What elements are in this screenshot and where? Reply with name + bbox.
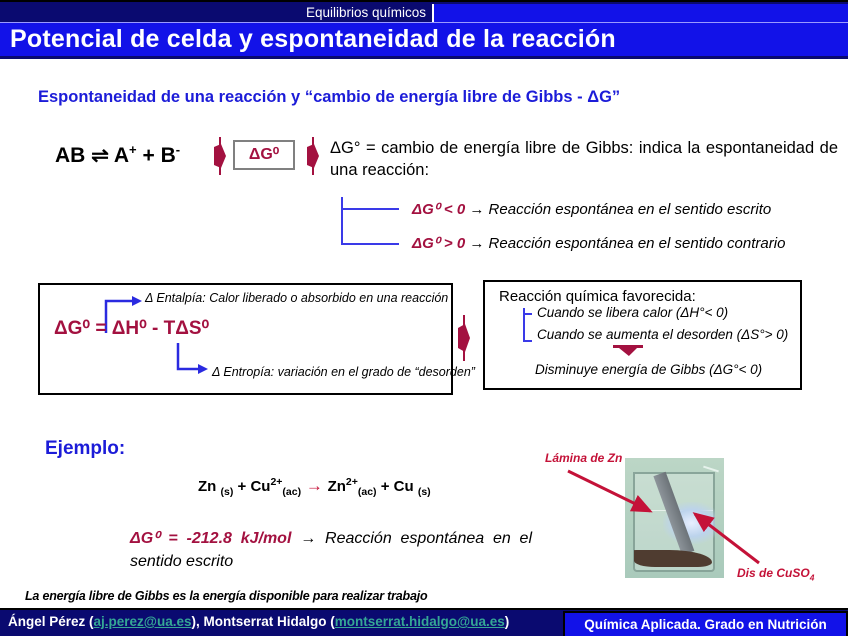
species-cu2: + Cu (233, 478, 271, 495)
delta-g-value: ΔG⁰ = -212.8 kJ/mol (130, 530, 292, 547)
favored-conclusion: Disminuye energía de Gibbs (ΔG°< 0) (535, 362, 763, 377)
cuso4-arrow-icon (695, 514, 759, 563)
top-bar-accent (432, 4, 848, 22)
cuso4-label (737, 566, 814, 582)
email-link-aj-perez[interactable]: aj.perez@ua.es (93, 614, 192, 629)
charge-label: 2+ (345, 476, 358, 488)
arrow-icon: → (465, 235, 489, 252)
section-kicker: Equilibrios químicos (305, 5, 426, 20)
gibbs-formula-box (38, 283, 475, 395)
top-bar (0, 0, 848, 22)
flag-marker-icon (456, 315, 472, 361)
charge-label: 2+ (270, 476, 283, 488)
zn-arrow-icon (568, 471, 650, 511)
phase-label: (s) (417, 486, 431, 498)
case-result: Reacción espontánea en el sentido contrario (488, 235, 786, 252)
page-title: Potencial de celda y espontaneidad de la reacción (10, 25, 616, 53)
case-condition: ΔG⁰ < 0 (412, 201, 466, 218)
species-a-charge: + (129, 142, 137, 157)
species-b: + B (136, 144, 176, 167)
subtitle: Espontaneidad de una reacción y “cambio de energía libre de Gibbs - ΔG” (38, 88, 621, 106)
zn-label: Lámina de Zn (545, 451, 623, 465)
favored-bracket-branch (523, 313, 532, 315)
result-text: Reacción espontánea en el sentido escrito (130, 530, 533, 571)
species-cu: + Cu (376, 478, 418, 495)
arrow-icon: → (465, 201, 489, 218)
example-result (130, 527, 532, 573)
arrow-icon: → (291, 530, 326, 547)
authors-line (8, 614, 509, 629)
author-text: ), Montserrat Hidalgo ( (191, 614, 335, 629)
favored-reaction-box (483, 280, 802, 390)
equation-lhs: AB (55, 144, 86, 167)
implies-down-arrow-icon (613, 345, 643, 357)
favored-bracket-branch (523, 340, 532, 342)
case-bracket-line (341, 197, 343, 245)
example-equation (198, 476, 431, 498)
entropy-arrow-icon (170, 343, 214, 375)
enthalpy-note: Δ Entalpía: Calor liberado o absorbido en una reacción (145, 291, 449, 305)
cuso4-subscript: 4 (809, 572, 815, 583)
delta-g-box: ΔG⁰ (233, 140, 295, 170)
equilibrium-equation (55, 142, 180, 168)
case-negative (412, 200, 771, 218)
footnote: La energía libre de Gibbs es la energía disponible para realizar trabajo (25, 589, 428, 603)
case-bracket-branch (341, 243, 399, 245)
favored-item: Cuando se libera calor (ΔH°< 0) (537, 305, 729, 320)
author-text: ) (504, 614, 510, 629)
gibbs-definition: ΔG° = cambio de energía libre de Gibbs: indica la espontaneidad de una reacción: (330, 139, 838, 180)
case-bracket-branch (341, 208, 399, 210)
species-a: A (113, 144, 130, 167)
species-zn2: Zn (327, 478, 346, 495)
entropy-note: Δ Entropía: variación en el grado de “desorden” (212, 365, 475, 379)
phase-label: (s) (220, 486, 234, 498)
favored-heading: Reacción química favorecida: (499, 288, 696, 305)
course-title: Química Aplicada. Grado en Nutrición (563, 611, 848, 636)
author-text: Ángel Pérez ( (8, 614, 94, 629)
title-bar (0, 22, 848, 59)
gibbs-equation: ΔG⁰ = ΔH⁰ - TΔS⁰ (54, 318, 210, 339)
phase-label: (ac) (282, 486, 302, 498)
case-result: Reacción espontánea en el sentido escrito (488, 201, 772, 218)
species-b-charge: - (175, 142, 181, 157)
example-heading: Ejemplo: (45, 438, 126, 459)
phase-label: (ac) (357, 486, 377, 498)
footer-bar (0, 608, 848, 636)
email-link-montserrat[interactable]: montserrat.hidalgo@ua.es (334, 614, 505, 629)
case-condition: ΔG⁰ > 0 (412, 235, 466, 252)
reaction-arrow-icon: → (301, 476, 328, 495)
flag-marker-icon (305, 137, 321, 175)
case-positive (412, 234, 785, 252)
equilibrium-arrow-icon: ⇌ (91, 144, 109, 167)
flag-marker-icon (212, 137, 228, 175)
favored-item: Cuando se aumenta el desorden (ΔS°> 0) (537, 327, 789, 342)
cuso4-label-text: Dis de CuSO (737, 566, 810, 580)
species-zn: Zn (198, 478, 221, 495)
